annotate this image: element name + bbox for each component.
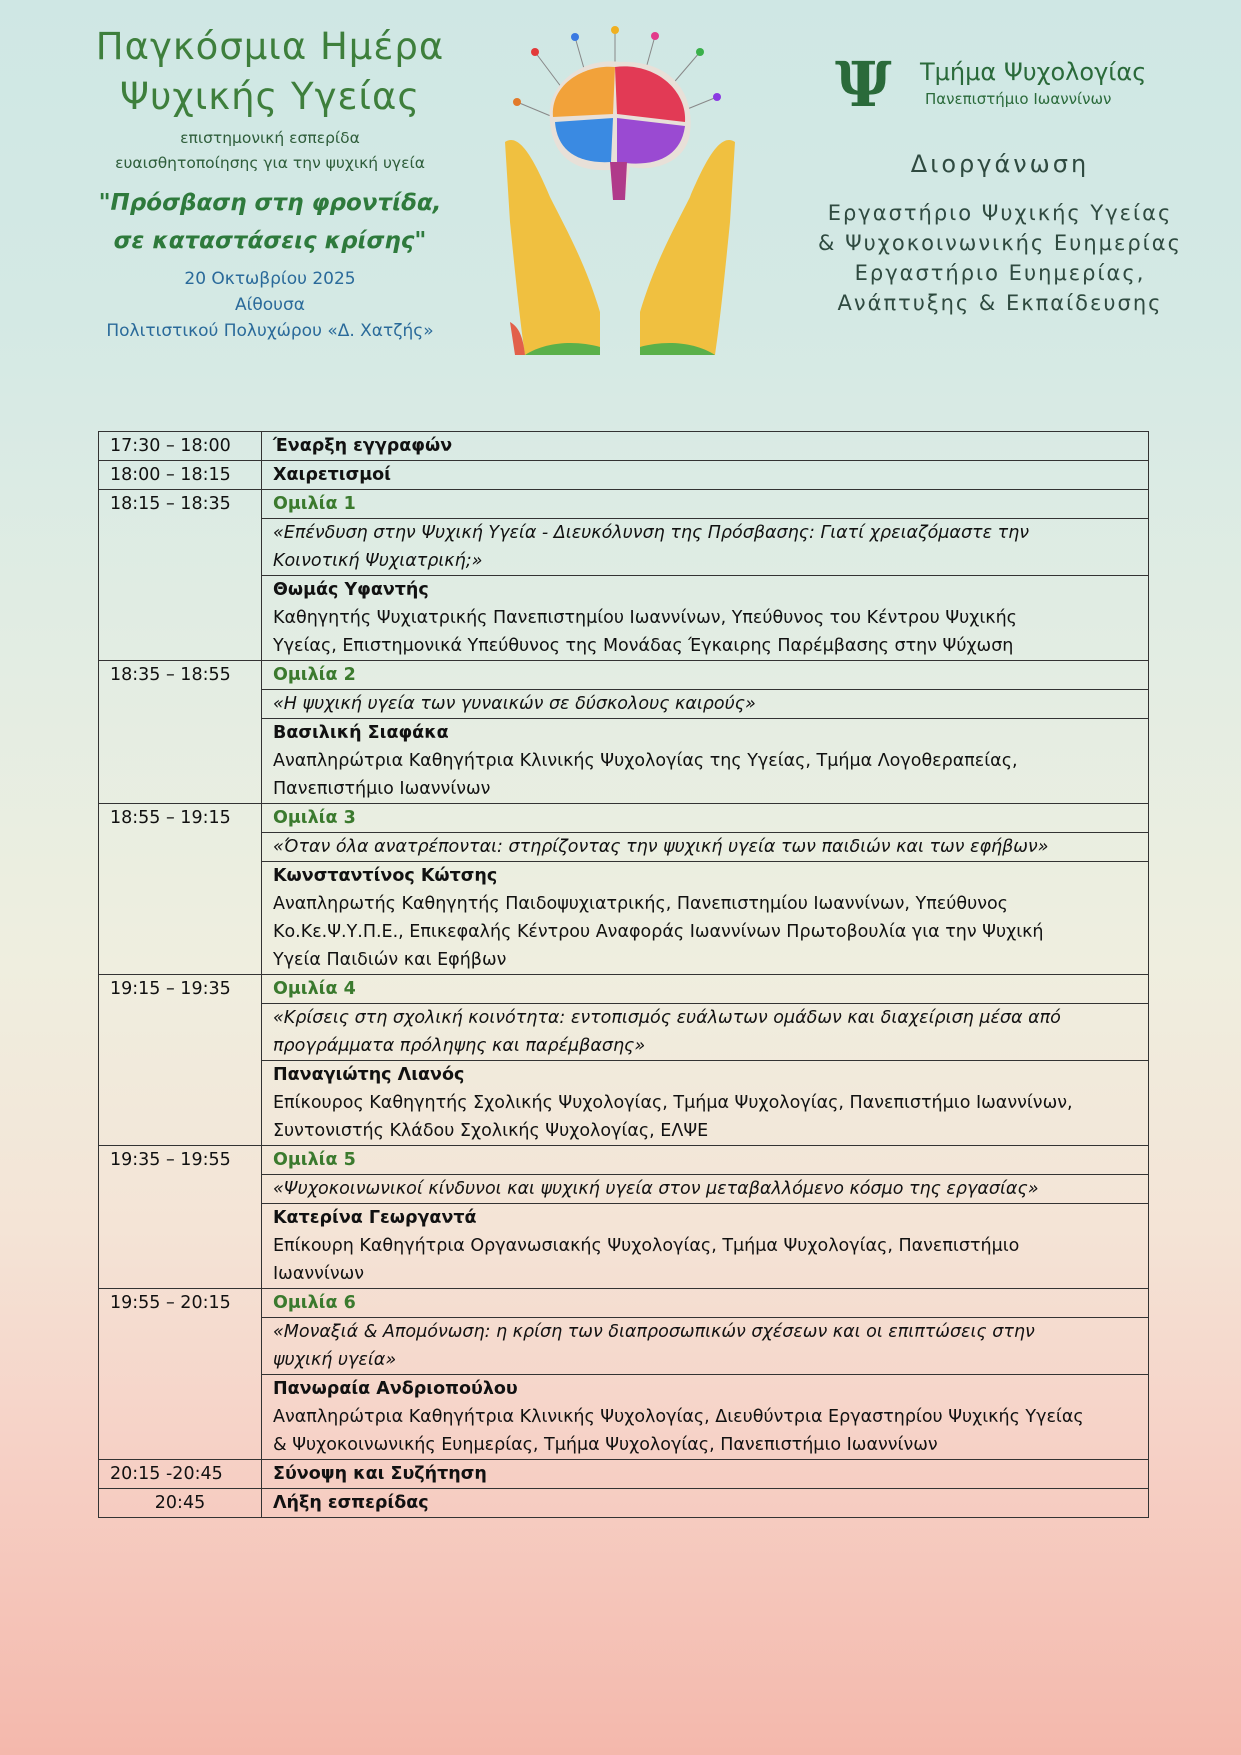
speaker-affiliation-line: Επίκουρη Καθηγήτρια Οργανωσιακής Ψυχολογίας, Τμήμα Ψυχολογίας, Πανεπιστήμιο — [273, 1236, 1020, 1256]
time-cell: 19:35 – 19:55 — [99, 1146, 262, 1289]
talk-title-line: «Κρίσεις στη σχολική κοινότητα: εντοπισμός ευάλωτων ομάδων και διαχείριση μέσα από — [273, 1008, 1061, 1028]
talk-label: Ομιλία 1 — [262, 490, 1149, 519]
event-venue-line1: Αίθουσα — [234, 295, 305, 315]
table-row — [99, 1460, 1149, 1489]
table-row — [99, 661, 1149, 690]
talk-title — [262, 1004, 1149, 1061]
event-theme-line2: σε καταστάσεις κρίσης" — [113, 228, 427, 254]
organizer-line: Εργαστήριο Ψυχικής Υγείας — [827, 201, 1173, 225]
talk-title-line: ψυχική υγεία» — [273, 1350, 397, 1370]
talk-title-line: «Όταν όλα ανατρέπονται: στηρίζοντας την ψυχική υγεία των παιδιών και των εφήβων» — [273, 837, 1049, 857]
time-cell: 18:35 – 18:55 — [99, 661, 262, 804]
speaker-affiliation-line: Συντονιστής Κλάδου Σχολικής Ψυχολογίας, ΕΛΨΕ — [273, 1121, 709, 1141]
speaker-cell — [262, 576, 1149, 661]
time-cell: 17:30 – 18:00 — [99, 432, 262, 461]
talk-title-line: «Η ψυχική υγεία των γυναικών σε δύσκολους καιρούς» — [273, 694, 756, 714]
talk-title-line: «Επένδυση στην Ψυχική Υγεία - Διευκόλυνση της Πρόσβασης: Γιατί χρειαζόμαστε την — [273, 523, 1030, 543]
organizer-line: Ανάπτυξης & Εκπαίδευσης — [837, 291, 1163, 315]
talk-title-line: προγράμματα πρόληψης και παρέμβασης» — [273, 1036, 646, 1056]
speaker-name: Κατερίνα Γεωργαντά — [273, 1208, 477, 1228]
talk-label: Ομιλία 4 — [262, 975, 1149, 1004]
talk-title — [262, 1175, 1149, 1204]
event-title-block — [70, 22, 470, 344]
table-row — [99, 1146, 1149, 1175]
time-cell: 18:00 – 18:15 — [99, 461, 262, 490]
speaker-affiliation-line: Αναπληρώτρια Καθηγήτρια Κλινικής Ψυχολογίας, Διευθύντρια Εργαστηρίου Ψυχικής Υγείας — [273, 1407, 1084, 1427]
speaker-affiliation-line: Πανεπιστήμιο Ιωαννίνων — [273, 779, 491, 799]
time-cell: 18:15 – 18:35 — [99, 490, 262, 661]
speaker-affiliation-line: Αναπληρώτρια Καθηγήτρια Κλινικής Ψυχολογίας της Υγείας, Τμήμα Λογοθεραπείας, — [273, 751, 1018, 771]
header — [0, 0, 1241, 380]
talk-title — [262, 833, 1149, 862]
psi-logo-icon: Ψ — [835, 48, 892, 121]
speaker-name: Πανωραία Ανδριοπούλου — [273, 1379, 518, 1399]
table-row — [99, 975, 1149, 1004]
program-item: Λήξη εσπερίδας — [262, 1489, 1149, 1518]
table-row — [99, 490, 1149, 519]
time-cell: 20:45 — [99, 1489, 262, 1518]
table-row — [99, 1289, 1149, 1318]
event-title-line2: Ψυχικής Υγείας — [119, 75, 421, 118]
talk-label: Ομιλία 3 — [262, 804, 1149, 833]
speaker-cell — [262, 719, 1149, 804]
talk-title — [262, 1318, 1149, 1375]
organizers-title: Διοργάνωση — [910, 150, 1090, 178]
talk-title-line: «Μοναξιά & Απομόνωση: η κρίση των διαπροσωπικών σχέσεων και οι επιπτώσεις στην — [273, 1322, 1035, 1342]
speaker-affiliation-line: & Ψυχοκοινωνικής Ευημερίας, Τμήμα Ψυχολογίας, Πανεπιστήμιο Ιωαννίνων — [273, 1435, 938, 1455]
talk-label: Ομιλία 5 — [262, 1146, 1149, 1175]
event-title-line1: Παγκόσμια Ημέρα — [95, 25, 445, 68]
department-university: Πανεπιστήμιο Ιωαννίνων — [925, 90, 1112, 108]
event-subtitle-line2: ευαισθητοποίησης για την ψυχική υγεία — [115, 154, 425, 172]
speaker-affiliation-line: Κο.Κε.Ψ.Υ.Π.Ε., Επικεφαλής Κέντρου Αναφοράς Ιωαννίνων Πρωτοβουλία για την Ψυχική — [273, 922, 1044, 942]
speaker-affiliation-line: Καθηγητής Ψυχιατρικής Πανεπιστημίου Ιωαννίνων, Υπεύθυνος του Κέντρου Ψυχικής — [273, 608, 1017, 628]
talk-title-line: «Ψυχοκοινωνικοί κίνδυνοι και ψυχική υγεία στον μεταβαλλόμενο κόσμο της εργασίας» — [273, 1179, 1039, 1199]
table-row — [99, 432, 1149, 461]
program-item: Σύνοψη και Συζήτηση — [262, 1460, 1149, 1489]
talk-title — [262, 690, 1149, 719]
speaker-name: Κωνσταντίνος Κώτσης — [273, 866, 498, 886]
talk-title — [262, 519, 1149, 576]
event-subtitle-line1: επιστημονική εσπερίδα — [180, 129, 360, 147]
speaker-name: Θωμάς Υφαντής — [273, 580, 429, 600]
speaker-cell — [262, 1061, 1149, 1146]
talk-title-line: Κοινοτική Ψυχιατρική;» — [273, 551, 483, 571]
table-row — [99, 1489, 1149, 1518]
event-theme-line1: "Πρόσβαση στη φροντίδα, — [98, 190, 442, 216]
speaker-affiliation-line: Υγείας, Επιστημονικά Υπεύθυνος της Μονάδας Έγκαιρης Παρέμβασης στην Ψύχωση — [273, 636, 1014, 656]
table-row — [99, 461, 1149, 490]
organizer-line: Εργαστήριο Ευημερίας, — [854, 261, 1146, 285]
speaker-affiliation-line: Υγεία Παιδιών και Εφήβων — [273, 950, 507, 970]
table-row — [99, 804, 1149, 833]
time-cell: 19:55 – 20:15 — [99, 1289, 262, 1460]
speaker-cell — [262, 862, 1149, 975]
speaker-name: Βασιλική Σιαφάκα — [273, 723, 449, 743]
speaker-cell — [262, 1204, 1149, 1289]
time-cell: 18:55 – 19:15 — [99, 804, 262, 975]
talk-label: Ομιλία 2 — [262, 661, 1149, 690]
organizer-line: & Ψυχοκοινωνικής Ευημερίας — [818, 231, 1182, 255]
department-name: Τμήμα Ψυχολογίας — [920, 58, 1147, 86]
speaker-affiliation-line: Αναπληρωτής Καθηγητής Παιδοψυχιατρικής, Πανεπιστημίου Ιωαννίνων, Υπεύθυνος — [273, 894, 1008, 914]
department-logo — [835, 50, 1165, 120]
program-table — [98, 431, 1149, 1518]
speaker-affiliation-line: Ιωαννίνων — [273, 1264, 365, 1284]
speaker-name: Παναγιώτης Λιανός — [273, 1065, 465, 1085]
speaker-cell — [262, 1375, 1149, 1460]
speaker-affiliation-line: Επίκουρος Καθηγητής Σχολικής Ψυχολογίας, Τμήμα Ψυχολογίας, Πανεπιστήμιο Ιωαννίνων, — [273, 1093, 1073, 1113]
event-date: 20 Οκτωβρίου 2025 — [184, 269, 356, 289]
time-cell: 20:15 -20:45 — [99, 1460, 262, 1489]
time-cell: 19:15 – 19:35 — [99, 975, 262, 1146]
program-item: Έναρξη εγγραφών — [262, 432, 1149, 461]
organizers-block — [780, 150, 1220, 318]
brain-in-hands-icon — [505, 22, 735, 355]
event-venue-line2: Πολιτιστικού Πολυχώρου «Δ. Χατζής» — [106, 321, 434, 341]
talk-label: Ομιλία 6 — [262, 1289, 1149, 1318]
program-item: Χαιρετισμοί — [262, 461, 1149, 490]
